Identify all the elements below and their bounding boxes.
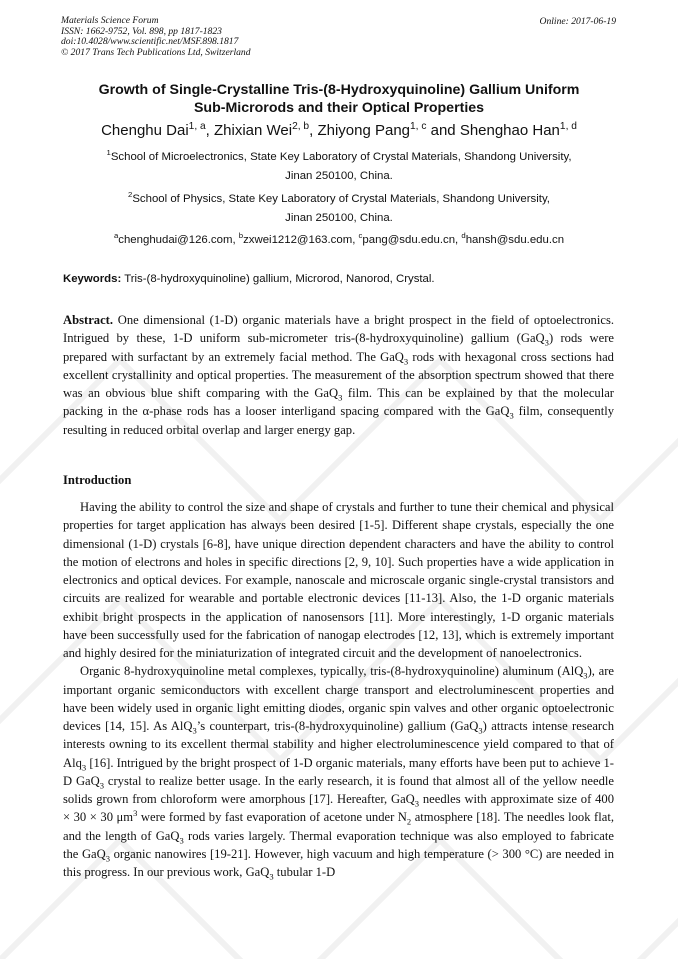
author-affil-sup: 1, a xyxy=(188,121,206,132)
subscript: 3 xyxy=(269,871,274,882)
abstract-label: Abstract. xyxy=(63,313,114,327)
affiliation-line: School of Physics, State Key Laboratory of Crystal Materials, Shandong University, xyxy=(132,193,550,205)
author-name: Shenghao Han xyxy=(459,122,560,139)
journal-copyright: © 2017 Trans Tech Publications Ltd, Switzerland xyxy=(61,46,251,58)
journal-name: Materials Science Forum xyxy=(61,15,159,26)
email-address: hansh@sdu.edu.cn xyxy=(465,234,565,246)
subscript: 3 xyxy=(478,725,483,736)
title-line-1: Growth of Single-Crystalline Tris-(8-Hydroxyquinoline) Gallium Uniform xyxy=(98,82,580,98)
text-run: tubular 1-D xyxy=(273,865,336,879)
paper-title xyxy=(50,81,628,117)
journal-doi: doi:10.4028/www.scientific.net/MSF.898.1817 xyxy=(61,36,239,48)
author-affil-sup: 2, b xyxy=(292,121,310,132)
subscript: 3 xyxy=(414,798,420,809)
subscript: 3 xyxy=(338,392,343,403)
text-run: Organic 8-hydroxyquinoline metal complexes, typically, tris-(8-hydroxyquinoline) aluminum (AlQ xyxy=(80,664,584,679)
text-run: ’s counterpart, tris-(8-hydroxyquinoline) gallium (GaQ xyxy=(196,719,479,733)
subscript: 3 xyxy=(99,780,105,791)
author-name: Zhiyong Pang xyxy=(317,122,411,139)
abstract xyxy=(63,311,614,439)
affiliation-2 xyxy=(50,190,628,228)
subscript: 3 xyxy=(81,762,87,773)
keywords-text: Tris-(8-hydroxyquinoline) gallium, Microrod, Nanorod, Crystal. xyxy=(124,273,435,285)
abstract-text: rods with hexagonal cross sections had excellent crystallinity and optical properties. The measurement of the absorption spectrum showed that there was an obvious blue shift comparing with the GaQ xyxy=(63,349,614,400)
keywords-label: Keywords: xyxy=(63,273,122,285)
author-affil-sup: 1, c xyxy=(410,121,427,132)
author-name: Zhixian Wei xyxy=(214,122,293,139)
subscript: 3 xyxy=(192,725,197,736)
abstract-text: film, consequently resulting in reduced orbital overlap and larger energy gap. xyxy=(63,404,614,437)
text-run: organic nanowires [19-21]. However, high vacuum and high temperature (> 300 °C) are needed in this progress. In our previous work, GaQ xyxy=(63,846,614,879)
intro-paragraph-2 xyxy=(63,662,614,881)
subscript: 2 xyxy=(406,816,412,827)
text-run: atmosphere [18]. The needles look flat, and the length of GaQ xyxy=(63,810,614,843)
online-date: Online: 2017-06-19 xyxy=(539,16,616,27)
abstract-text: One dimensional (1-D) organic materials have a bright prospect in the field of optoelectronics. Intrigued by these, 1-D uniform sub-micrometer tris-(8-hydroxyquinoline) gallium (GaQ xyxy=(63,313,614,346)
text-run: [16]. Intrigued by the bright prospect of 1-D organic materials, many efforts have been put to achieve 1-D GaQ xyxy=(63,755,614,788)
subscript: 3 xyxy=(403,356,409,367)
journal-issn: ISSN: 1662-9752, Vol. 898, pp 1817-1823 xyxy=(61,25,222,37)
email-sup: c xyxy=(358,231,363,241)
email-address: zxwei1212@163.com xyxy=(243,234,353,246)
subscript: 3 xyxy=(179,835,184,846)
email-sup: d xyxy=(461,231,466,241)
author-affil-sup: 1, d xyxy=(559,121,577,132)
affiliation-city: Jinan 250100, China. xyxy=(285,170,393,182)
intro-paragraph-1: Having the ability to control the size and shape of crystals and further to tune their chemical and physical properties for target application has always been desired [1-5]. Different shape crystals, especially the one dimensional (1-D) crystals [6-8], have unique direction dependent characters and have the ability to control the motion of electrons and holes in specific directions [2, 9, 10]. Such properties have a wide application in electronics and optical devices. For example, nanoscale and microscale organic single-crystal transistors and circuits are realized for wearable and portable electronic devices [11-13]. Also, the 1-D organic materials exhibit bright prospects in the application of nanosensors [11]. More interestingly, 1-D organic materials have been successfully used for the fabrication of nanogap electrodes [12, 13], which is extremely important and highly desired for the miniaturization of integrated circuit and the development of nanoelectronics. xyxy=(63,500,614,660)
author-list: Chenghu Dai$^{1, a}$, Zhixian Wei$^{2, b}$, Zhiyong Pang$^{1, c}$ and Shenghao Han$^{1, d}$ xyxy=(101,121,577,139)
subscript: 3 xyxy=(544,337,549,348)
affiliation-sup: 2 xyxy=(128,190,133,200)
text-run: ), are important organic semiconductors with excellent charge transport and electroluminescent properties and have been widely used in organic light emitting diodes, organic spin valves and other organic optoelectronic devices [14, 15]. As AlQ xyxy=(63,664,614,733)
affiliation-line: School of Microelectronics, State Key Laboratory of Crystal Materials, Shandong University, xyxy=(110,151,572,163)
title-line-2: Sub-Microrods and their Optical Properties xyxy=(193,100,485,116)
email-address: pang@sdu.edu.cn xyxy=(362,234,456,246)
subscript: 3 xyxy=(105,853,111,864)
author-emails: $^a$chenghudai@126.com, $^b$zxwei1212@163.com, $^c$pang@sdu.edu.cn, $^d$hansh@sdu.edu.cn xyxy=(113,231,565,246)
keywords xyxy=(63,273,623,285)
text-run: crystal to realize better usage. In the early research, it is found that almost all of the yellow needle solids grown from chloroform were amorphous [17]. Hereafter, GaQ xyxy=(63,773,614,806)
text-run: ) attracts intense research interests owning to its excellent thermal stability and higher electroluminescence yield compared to that of Alq xyxy=(63,719,614,770)
abstract-text: ) rods were prepared with surfactant by an extremely facial method. The GaQ xyxy=(63,331,614,364)
affiliation-1 xyxy=(50,148,628,186)
superscript: 3 xyxy=(133,808,138,819)
email-sup: a xyxy=(113,231,119,241)
author-name: Chenghu Dai xyxy=(101,122,189,139)
journal-header xyxy=(61,16,251,58)
text-run: were formed by fast evaporation of acetone under N xyxy=(137,810,407,825)
email-address: chenghudai@126.com xyxy=(118,234,233,246)
abstract-text: film. This can be explained by that the molecular packing in the α-phase rods has a looser interligand spacing compared with the GaQ xyxy=(63,386,614,419)
affiliation-city: Jinan 250100, China. xyxy=(285,212,393,224)
subscript: 3 xyxy=(509,410,514,421)
section-heading: Introduction xyxy=(63,473,132,487)
introduction-body xyxy=(63,498,614,881)
text-run: needles with approximate size of 400 × 30 × 30 μm xyxy=(63,792,614,825)
subscript: 3 xyxy=(583,670,588,681)
text-run: rods varies largely. Thermal evaporation technique was also employed to fabricate the GaQ xyxy=(63,828,614,861)
affiliation-sup: 1 xyxy=(106,148,111,158)
email-sup: b xyxy=(238,231,244,241)
